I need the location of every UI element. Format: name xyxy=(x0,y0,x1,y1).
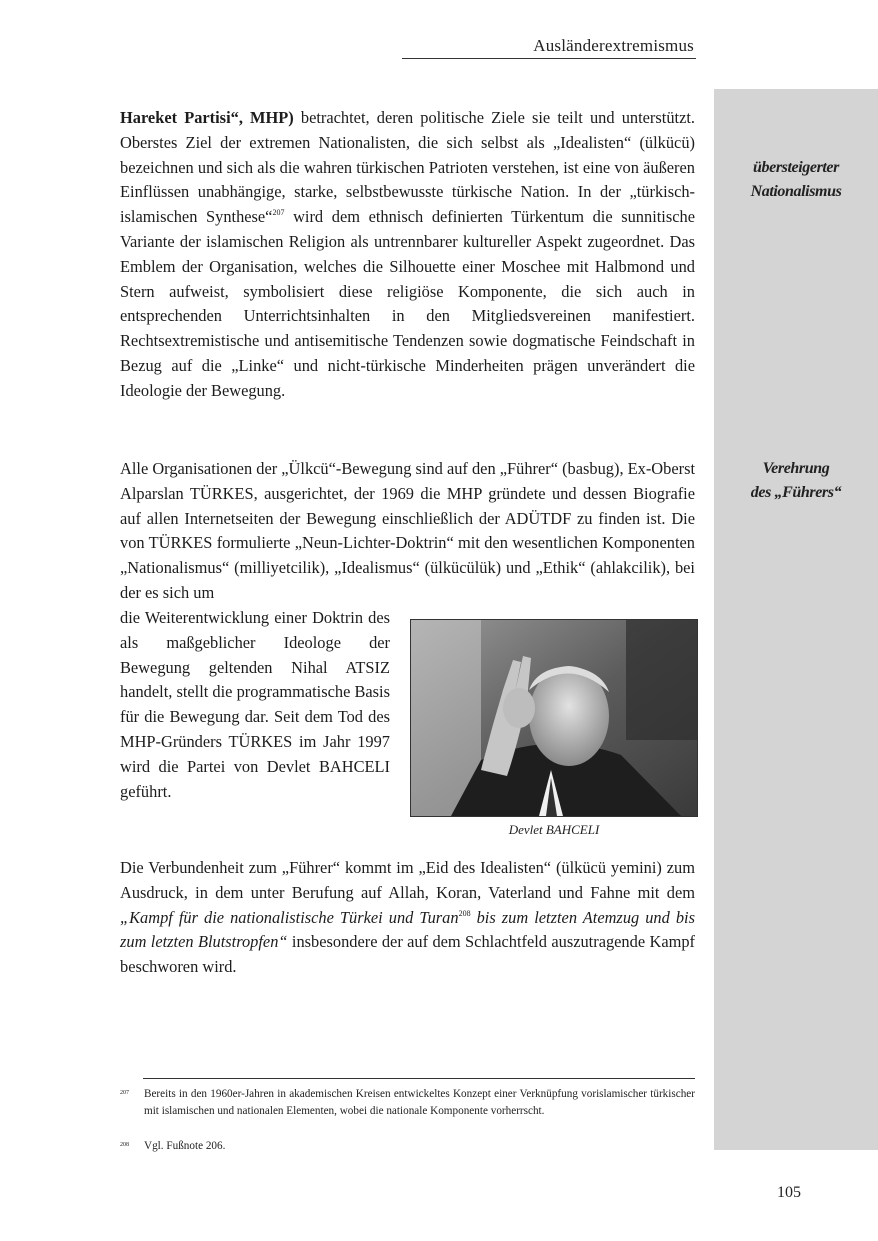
footnote-ref-208[interactable]: 208 xyxy=(458,908,471,918)
oath-quote-part-2: bis zum letzten Atemzug und bis zum letzten Blutstropfen“ xyxy=(120,907,695,952)
margin-note-nationalism: übersteigerter Nationalismus xyxy=(750,159,842,200)
footnote-text: Vgl. Fußnote 206. xyxy=(144,1140,226,1152)
paragraph-1-lead: Hareket Partisi“, MHP) xyxy=(120,108,294,127)
footnote-text: Bereits in den 1960er-Jahren in akademischen Kreisen entwickeltes Konzept einer Verknüpfung vorislamischer türkischer mit islamischen und nationalen Elementen, wobei die nationale Komponente vorherrscht. xyxy=(144,1088,695,1117)
paragraph-2-wrapped: die Weiterentwicklung einer Doktrin des als maßgeblicher Ideologe der Bewegung geltenden Nihal ATSIZ handelt, stellt die programmatische Basis für die Bewegung dar. Seit dem Tod des MHP-Gründers TÜRKES im Jahr 1997 wird die Partei von Devlet BAHCELI geführt. xyxy=(120,608,390,801)
running-header-title: Ausländerextremismus xyxy=(533,36,694,55)
footnote-separator xyxy=(143,1078,695,1079)
footnote-207 xyxy=(120,1086,695,1120)
margin-sidebar xyxy=(714,89,878,1150)
running-header xyxy=(402,34,696,59)
paragraph-3: Die Verbundenheit zum „Führer“ kommt im „Eid des Idealisten“ (ülkücü yemini) zum Ausdruck, in dem unter Berufung auf Allah, Koran, Vaterland und Fahne mit dem „Kampf für die nationalistische Türkei und Turan$^{208}$ bis zum letzten Atemzug und bis zum letzten Blutstropfen“ insbesondere der auf dem Schlachtfeld auszutragende Kampf beschworen wird. xyxy=(120,858,695,977)
portrait-photo xyxy=(410,619,698,817)
footnote-number: 208 xyxy=(120,1142,129,1148)
footnote-ref-207[interactable]: 207 xyxy=(272,208,285,218)
margin-note-leader-veneration: Verehrung des „Führers“ xyxy=(750,460,842,501)
portrait-image xyxy=(411,620,697,816)
oath-quote-part-1: „Kampf für die nationalistische Türkei und Turan xyxy=(120,907,459,927)
footnote-number: 207 xyxy=(120,1090,129,1096)
footnote-208 xyxy=(120,1138,695,1155)
paragraph-1: Hareket Partisi“, MHP) betrachtet, deren politische Ziele sie teilt und unterstützt. Oberstes Ziel der extremen Nationalisten, die sich selbst als „Idealisten“ (ülkücü) bezeichnen und sich als die wahren türkischen Patrioten verstehen, ist eine von äußeren Einflüssen unabhängige, starke, selbstbewusste türkische Nation. In der „türkisch-islamischen Synthese“$^{207}$ wird dem ethnisch definierten Türkentum die sunnitische Variante der islamischen Religion als untrennbarer kultureller Aspekt zugeordnet. Das Emblem der Organisation, welches die Silhouette einer Moschee mit Halbmond und Stern aufweist, symbolisiert diese religiöse Komponente, die sich auch in entsprechenden Unterrichtsinhalten in den Mitgliedsvereinen manifestiert. Rechtsextremistische und antisemitische Tendenzen sowie dogmatische Feindschaft in Bezug auf die „Linke“ und nicht-türkische Minderheiten prägen unverändert die Ideologie der Bewegung. xyxy=(120,108,695,400)
photo-caption: Devlet BAHCELI xyxy=(508,822,600,837)
page-number: 105 xyxy=(777,1184,801,1201)
paragraph-2: Alle Organisationen der „Ülkcü“-Bewegung sind auf den „Führer“ (basbug), Ex-Oberst Alparslan TÜRKES, ausgerichtet, der 1969 die MHP gründete und dessen Biografie auf allen Internetseiten der Bewegung einschließlich der ADÜTDF zu finden ist. Die von TÜRKES formulierte „Neun-Lichter-Doktrin“ mit den wesentlichen Komponenten „Nationalismus“ (milliyetcilik), „Idealismus“ (ülkücülük) und „Ethik“ (ahlakcilik), bei der es sich um xyxy=(120,459,696,602)
